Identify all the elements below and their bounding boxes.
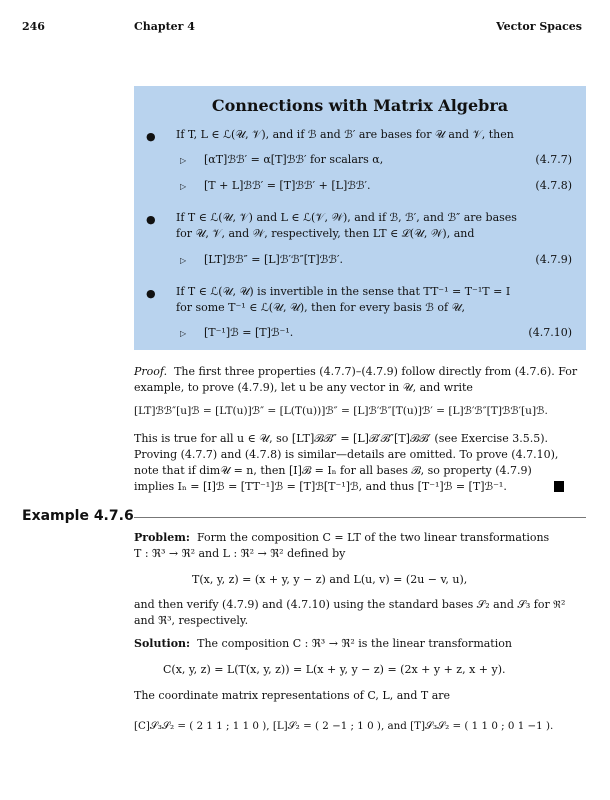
coordinate-matrices: [C]𝒮₃𝒮₂ = ( 2 1 1 ; 1 1 0 ), [L]𝒮₂ = ( 2 −1 ; 1 0 ), and [T]𝒮₃𝒮₂ = ( 1 1 0 ; 0 1 −1 ).: [134, 720, 554, 732]
proof-display-equation: [LT]ℬℬ″[u]ℬ = [LT(u)]ℬ″ = [L(T(u))]ℬ″ = [L]ℬ′ℬ″[T(u)]ℬ′ = [L]ℬ′ℬ″[T]ℬℬ′[u]ℬ.: [134, 405, 548, 417]
eq-number-4-7-9: (4.7.9): [535, 253, 572, 266]
bullet-2: ●: [146, 213, 156, 226]
page-header: [0, 20, 610, 38]
equation-4-7-10: [T⁻¹]ℬ = [T]ℬ⁻¹.: [204, 326, 294, 339]
proof-line-1: [134, 365, 577, 378]
problem-text-1: Form the composition C = LT of the two linear transformations: [196, 531, 550, 544]
proof-line-3: This is true for all u ∈ 𝒰, so [LT]ℬℬ″ = [L]ℬ′ℬ″[T]ℬℬ′ (see Exercise 3.5.5).: [134, 432, 548, 445]
bullet-1-text: If T, L ∈ ℒ(𝒰, 𝒱), and if ℬ and ℬ′ are bases for 𝒰 and 𝒱, then: [176, 128, 514, 141]
coordinate-line: The coordinate matrix representations of C, L, and T are: [134, 689, 451, 702]
verify-line-1: and then verify (4.7.9) and (4.7.10) using the standard bases 𝒮₂ and 𝒮₃ for ℜ²: [134, 598, 566, 611]
eq-number-4-7-10: (4.7.10): [528, 326, 572, 339]
problem-label: Problem:: [134, 531, 190, 544]
proof-line-6: implies Iₙ = [I]ℬ = [TT⁻¹]ℬ = [T]ℬ[T⁻¹]ℬ, and thus [T⁻¹]ℬ = [T]ℬ⁻¹.: [134, 480, 507, 493]
composition-equation: C(x, y, z) = L(T(x, y, z)) = L(x + y, y − z) = (2x + y + z, x + y).: [163, 663, 506, 676]
chapter-label: Chapter 4: [134, 20, 195, 33]
example-rule: [134, 517, 586, 518]
bullet-1: ●: [146, 130, 156, 143]
triangle-icon: ▷: [180, 156, 187, 165]
eq-number-4-7-7: (4.7.7): [535, 153, 572, 166]
equation-4-7-8: [T + L]ℬℬ′ = [T]ℬℬ′ + [L]ℬℬ′.: [204, 179, 371, 192]
proof-line-2: example, to prove (4.7.9), let u be any vector in 𝒰, and write: [134, 381, 473, 394]
equation-4-7-9: [LT]ℬℬ″ = [L]ℬ′ℬ″[T]ℬℬ′.: [204, 253, 343, 266]
triangle-icon: ▷: [180, 256, 187, 265]
bullet-3: ●: [146, 287, 156, 300]
solution-line: [134, 637, 512, 650]
proof-text-1: The first three properties (4.7.7)–(4.7.9) follow directly from (4.7.6). For: [174, 365, 578, 378]
bullet-2-line-1: If T ∈ ℒ(𝒰, 𝒱) and L ∈ ℒ(𝒱, 𝒲), and if ℬ, ℬ′, and ℬ″ are bases: [176, 211, 517, 224]
proof-label: Proof.: [134, 365, 168, 378]
bullet-2-line-2: for 𝒰, 𝒱, and 𝒲, respectively, then LT ∈ ℒ(𝒰, 𝒲), and: [176, 227, 475, 240]
summary-box: [134, 86, 586, 350]
example-label: Example 4.7.6: [22, 508, 134, 524]
equation-4-7-7: [αT]ℬℬ′ = α[T]ℬℬ′ for scalars α,: [204, 153, 384, 166]
eq-number-4-7-8: (4.7.8): [535, 179, 572, 192]
triangle-icon: ▷: [180, 329, 187, 338]
proof-line-5: note that if dim𝒰 = n, then [I]ℬ = Iₙ for all bases ℬ, so property (4.7.9): [134, 464, 532, 477]
verify-line-2: and ℜ³, respectively.: [134, 614, 249, 627]
solution-text: The composition C : ℜ³ → ℜ² is the linear transformation: [197, 637, 512, 650]
proof-line-4: Proving (4.7.7) and (4.7.8) is similar—details are omitted. To prove (4.7.10),: [134, 448, 559, 461]
bullet-3-line-1: If T ∈ ℒ(𝒰, 𝒰) is invertible in the sense that TT⁻¹ = T⁻¹T = I: [176, 285, 511, 298]
problem-line-1: [134, 531, 549, 544]
page-number: 246: [22, 20, 45, 33]
section-label: Vector Spaces: [496, 20, 582, 33]
triangle-icon: ▷: [180, 182, 187, 191]
bullet-3-line-2: for some T⁻¹ ∈ ℒ(𝒰, 𝒰), then for every basis ℬ of 𝒰,: [176, 301, 466, 314]
transformation-definitions: T(x, y, z) = (x + y, y − z) and L(u, v) = (2u − v, u),: [192, 573, 468, 586]
problem-line-2: T : ℜ³ → ℜ² and L : ℜ² → ℜ² defined by: [134, 547, 346, 560]
qed-symbol: [554, 481, 564, 492]
solution-label: Solution:: [134, 637, 191, 650]
box-title: Connections with Matrix Algebra: [211, 96, 509, 115]
